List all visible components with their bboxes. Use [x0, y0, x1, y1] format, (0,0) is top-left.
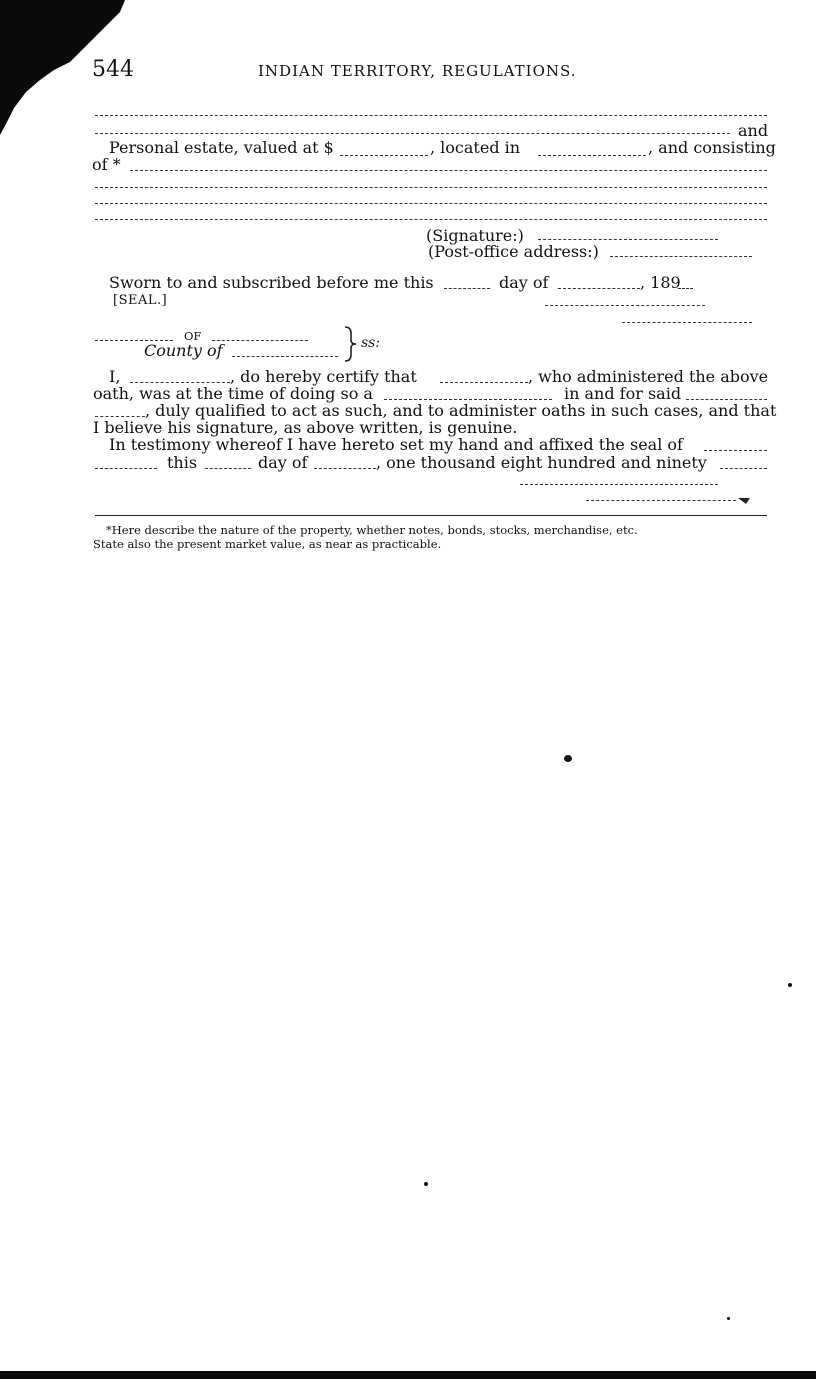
blank-line — [130, 170, 767, 171]
blank-line — [95, 133, 730, 134]
page-number: 544 — [92, 57, 134, 82]
and-word: and — [738, 121, 769, 140]
blank-line — [205, 468, 251, 469]
signature-label: (Signature:) — [426, 226, 524, 245]
scan-speck — [564, 755, 572, 762]
cert-line3: , duly qualified to act as such, and to administer oaths in such cases, and that — [145, 401, 777, 420]
post-office-label: (Post-office address:) — [428, 242, 599, 261]
blank-line — [384, 399, 552, 400]
scan-speck — [788, 983, 792, 987]
brace-icon — [342, 326, 358, 362]
blank-line — [95, 468, 157, 469]
blank-line — [130, 382, 230, 383]
blank-line — [212, 340, 308, 341]
pen-mark-icon — [738, 495, 752, 505]
blank-line — [95, 203, 767, 204]
blank-line — [704, 450, 767, 451]
day-of-label: day of — [499, 273, 549, 292]
cert-line2-b: in and for said — [564, 384, 682, 403]
of-word: OF — [184, 329, 202, 343]
officer-line — [545, 305, 705, 306]
ss-label: ss: — [361, 335, 381, 351]
cert-line5: In testimony whereof I have hereto set my hand and affixed the seal of — [109, 435, 683, 454]
blank-line — [686, 399, 767, 400]
bottom-edge-shadow — [0, 1371, 816, 1379]
located-in-label: , located in — [430, 138, 521, 157]
footnote-line1: *Here describe the nature of the property, whether notes, bonds, stocks, merchandise, etc. — [106, 523, 638, 537]
blank-line — [95, 219, 767, 220]
scan-speck — [424, 1182, 428, 1186]
blank-line — [558, 288, 640, 289]
year-prefix: , 189 — [640, 273, 681, 292]
cert-line2-a: oath, was at the time of doing so a — [93, 384, 373, 403]
officer-title-line — [622, 322, 752, 323]
blank-line — [95, 187, 767, 188]
scan-speck — [727, 1317, 730, 1320]
and-consisting-label: , and consisting — [648, 138, 776, 157]
blank-line — [232, 356, 338, 357]
blank-line — [720, 468, 767, 469]
cert-line1-a: I, — [109, 367, 121, 386]
blank-line — [340, 155, 428, 156]
personal-estate-label: Personal estate, valued at $ — [109, 138, 334, 157]
blank-line — [444, 288, 490, 289]
blank-line — [440, 382, 528, 383]
cert-line1-c: , who administered the above — [528, 367, 769, 386]
officer-signature-line — [520, 484, 718, 485]
blank-line — [95, 115, 767, 116]
footnote-line2: State also the present market value, as near as practicable. — [93, 537, 442, 551]
blank-line — [314, 468, 376, 469]
sworn-text: Sworn to and subscribed before me this — [109, 273, 434, 292]
post-office-line — [610, 256, 752, 257]
blank-line — [95, 416, 145, 417]
county-label: County of — [144, 341, 223, 360]
seal-label: [SEAL.] — [113, 293, 168, 308]
footnote-rule — [95, 515, 767, 516]
cert-line4: I believe his signature, as above written, is genuine. — [93, 418, 518, 437]
footnote-marker-of: of * — [92, 155, 121, 174]
blank-line — [678, 288, 693, 289]
running-title: INDIAN TERRITORY, REGULATIONS. — [258, 62, 577, 80]
signature-line — [538, 239, 718, 240]
cert-line6-b: day of — [258, 453, 308, 472]
cert-line6-a: this — [167, 453, 198, 472]
blank-line — [538, 155, 646, 156]
cert-line6-c: , one thousand eight hundred and ninety — [376, 453, 707, 472]
officer-title-line — [586, 500, 736, 501]
cert-line1-b: , do hereby certify that — [230, 367, 417, 386]
